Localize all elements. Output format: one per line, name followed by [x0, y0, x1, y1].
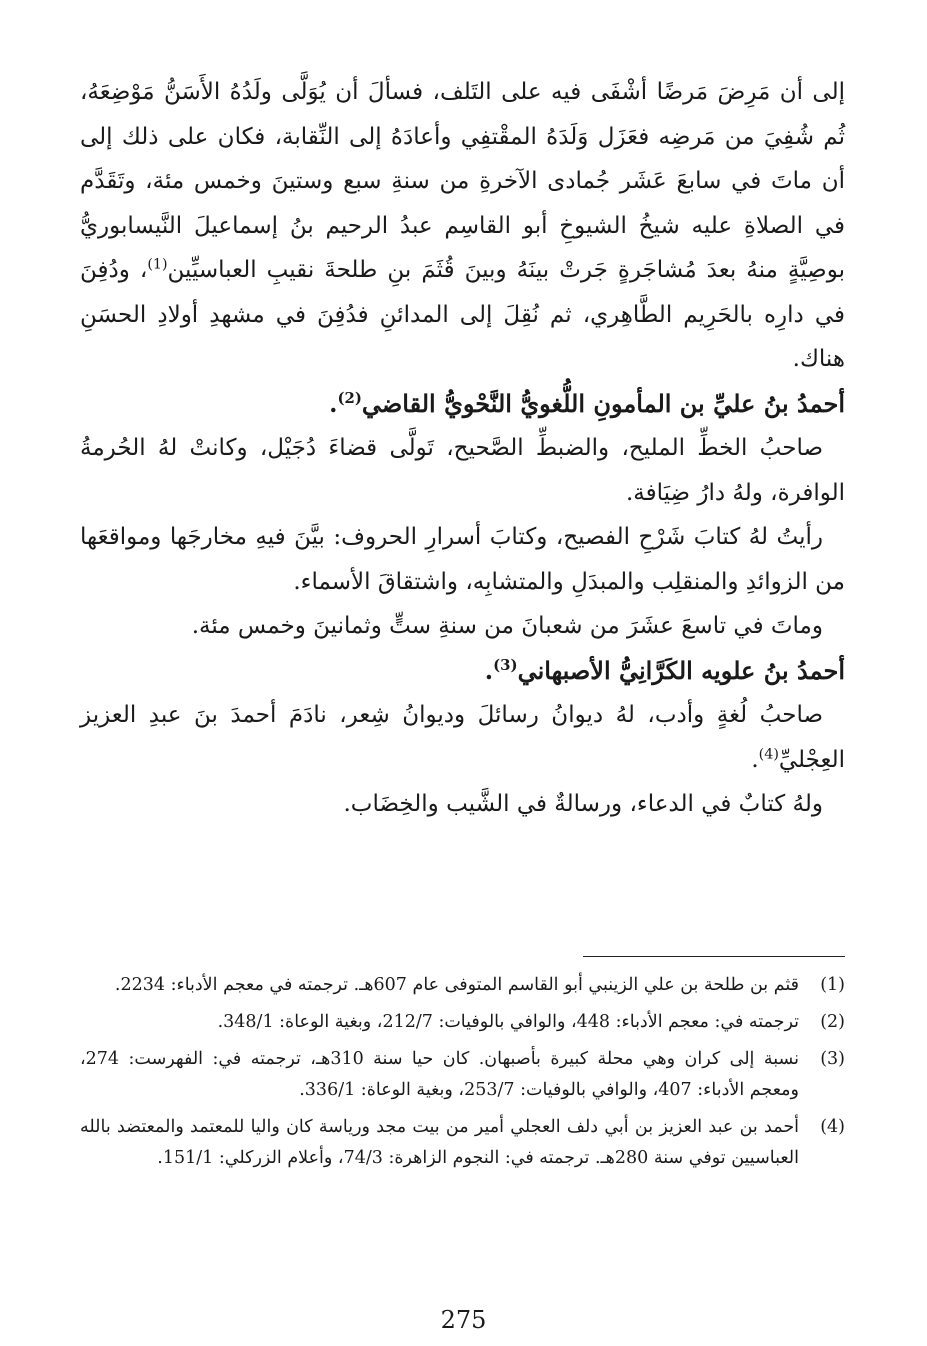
footnote [80, 1112, 845, 1174]
heading-end: . [329, 388, 338, 418]
footnote-number: (2) [820, 1012, 845, 1032]
footnotes [80, 970, 845, 1180]
paragraph: ولهُ كتابٌ في الدعاء، ورسالةٌ في الشَّيب والخِضَاب. [343, 791, 823, 817]
footnote-text: قثم بن طلحة بن علي الزينبي أبو القاسم المتوفى عام 607هـ. ترجمته في معجم الأدباء: 2234. [114, 975, 799, 995]
footnote-number: (4) [820, 1117, 845, 1137]
paragraph-text: ، ودُفِنَ في دارِه بالحَرِيم الطَّاهِري، ثم نُقِلَ إلى المدائنِ فدُفِنَ في مشهدِ أولادِ الحسَنِ هناك. [80, 257, 845, 372]
footnote-number: (1) [820, 975, 845, 995]
heading-text: أحمدُ بنُ علويه الكَرَّانِيُّ الأصبهاني [517, 655, 845, 685]
heading-end: . [484, 655, 494, 685]
footnote-text: نسبة إلى كران وهي محلة كبيرة بأصبهان. كان حيا سنة 310هـ، ترجمته في: الفهرست: 274، ومعجم الأدباء: 407، والوافي بالوفيات: 253/7، وبغية الوعاة: 336/1. [80, 1049, 799, 1100]
footnote-ref-4: (4) [758, 745, 779, 762]
footnote-text: ترجمته في: معجم الأدباء: 448، والوافي بالوفيات: 212/7، وبغية الوعاة: 348/1. [217, 1012, 799, 1032]
paragraph: رأيتُ لهُ كتابَ شَرْحِ الفصيح، وكتابَ أسرارِ الحروف: بيَّنَ فيهِ مخارجَها ومواقعَها من الزوائدِ والمنقلِب والمبدَلِ والمتشابِه، واشتقاقَ الأسماء. [80, 524, 845, 595]
footnote [80, 1007, 845, 1038]
footnote-ref-2: (2) [337, 388, 362, 407]
paragraph-text: إلى أن مَرِضَ مَرضًا أشْفَى فيه على التَلف، فسألَ أن يُوَلَّى ولَدُهُ الأَسَنُّ مَوْضِعَهُ، ثُم شُفِيَ من مَرضِه فعَزَل وَلَدَهُ المقْتفِي وأعادَهُ إلى النِّقابة، فكان على ذلك إلى أن ماتَ في سابعَ عَشَر جُمادى الآخرةِ من سنةِ سبع وستينَ وخمس مئة، وتَقَدَّم في الصلاةِ عليه شيخُ الشيوخِ أبو القاسِم عبدُ الرحيم بنُ إسماعيلَ النَّيسابوريُّ بوصِيَّةٍ منهُ بعدَ مُشاجَرةٍ جَرتْ بينَهُ وبينَ قُثَمَ بنِ طلحةَ نقيبِ العباسيِّين [80, 79, 845, 283]
footnote [80, 970, 845, 1001]
footnote-number: (3) [820, 1049, 845, 1069]
footnote-text: أحمد بن عبد العزيز بن أبي دلف العجلي أمير من بيت مجد ورياسة كان واليا للمعتمد والمعتضد بالله العباسيين توفي سنة 280هـ. ترجمته في: النجوم الزاهرة: 74/3، وأعلام الزركلي: 151/1. [80, 1117, 799, 1168]
footnote-ref-3: (3) [493, 655, 518, 674]
heading-text: أحمدُ بنُ عليِّ بن المأمونِ اللُّغويُّ النَّحْويُّ القاضي [361, 388, 845, 418]
entry-heading [80, 382, 845, 427]
main-text [80, 70, 845, 827]
footnote [80, 1044, 845, 1106]
paragraph [80, 693, 845, 782]
paragraph-text: صاحبُ لُغةٍ وأدب، لهُ ديوانُ رسائلَ وديوانُ شِعر، نادَمَ أحمدَ بنَ عبدِ العزيز العِجْليِّ [80, 702, 845, 773]
page-number: 275 [440, 1306, 487, 1334]
footnote-divider [583, 956, 845, 957]
paragraph: صاحبُ الخطِّ المليح، والضبطِّ الصَّحيح، تَولَّى قضاءَ دُجَيْل، وكانتْ لهُ الحُرمةُ الوافرة، ولهُ دارُ ضِيَافة. [80, 435, 845, 506]
paragraph-end: . [751, 746, 759, 773]
footnote-ref-1: (1) [147, 256, 168, 273]
entry-heading [80, 649, 845, 694]
paragraph: وماتَ في تاسعَ عشَرَ من شعبانَ من سنةِ ستٍّ وثمانينَ وخمس مئة. [191, 613, 823, 639]
paragraph [80, 70, 845, 382]
